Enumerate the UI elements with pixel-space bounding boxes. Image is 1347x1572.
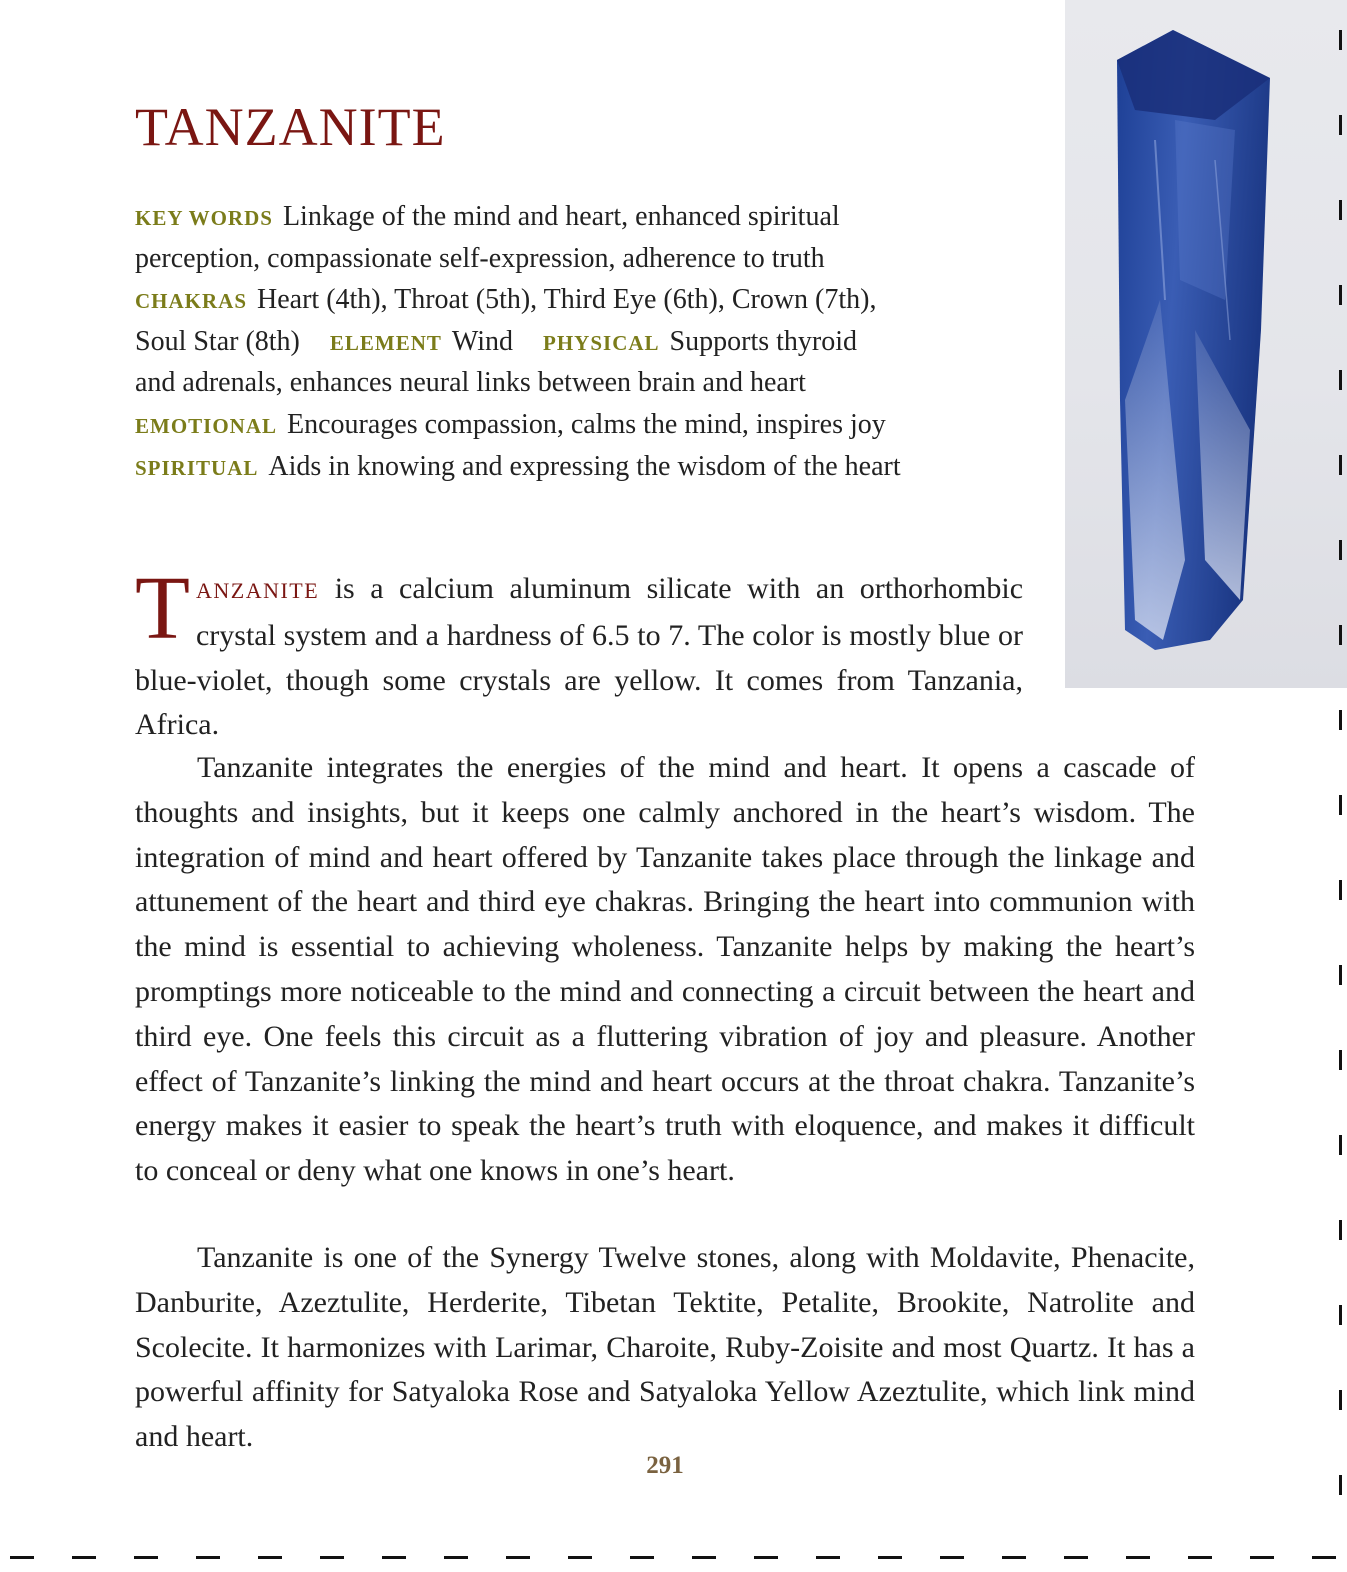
intro-paragraph [135, 559, 1024, 748]
chakras-value: Heart (4th), Throat (5th), Third Eye (6th), Crown (7th), [257, 284, 877, 316]
physical-label: PHYSICAL [543, 330, 660, 355]
drop-cap: T [135, 559, 190, 658]
stone-title: TANZANITE [135, 97, 446, 157]
intro-paragraph-text: is a calcium aluminum silicate with an orthorhombic crystal system and a hardness of 6.5 to 7. The color is mostly blue or blue-violet, though some crystals are yellow. It comes from Tanzania, Africa. [135, 572, 1024, 742]
chakras-value-continued: Soul Star (8th) [135, 325, 300, 357]
physical-value: Supports thyroid [669, 325, 858, 357]
physical-continued [135, 362, 806, 404]
key-words-value-continued: perception, compassionate self-expression, adherence to truth [135, 242, 825, 274]
emotional-row [135, 404, 886, 447]
chakras-element-physical-row [135, 321, 857, 364]
chakras-label: CHAKRAS [135, 289, 248, 314]
tanzanite-crystal-photo [1065, 0, 1347, 688]
emotional-label: EMOTIONAL [135, 414, 278, 438]
key-words-row [135, 196, 840, 239]
spiritual-label: SPIRITUAL [135, 455, 259, 480]
spiritual-row [135, 446, 901, 489]
element-value: Wind [451, 325, 514, 357]
physical-value-continued: and adrenals, enhances neural links between brain and heart [135, 367, 806, 399]
key-words-label: KEY WORDS [135, 206, 273, 230]
chakras-row [135, 279, 877, 322]
emotional-value: Encourages compassion, calms the mind, inspires joy [287, 409, 886, 440]
key-words-continued [135, 238, 825, 280]
body-paragraph-3: Tanzanite is one of the Synergy Twelve stones, along with Moldavite, Phenacite, Danburite, Azeztulite, Herderite, Tibetan Tektite, Petalite, Brookite, Natrolite and Scolecite. It harmonizes with Larimar, Charoite, Ruby-Zoisite and most Quartz. It has a powerful affinity for Satyaloka Rose and Satyaloka Yellow Azeztulite, which link mind and heart. [135, 1241, 1195, 1454]
right-crop-marks [1335, 0, 1347, 1572]
spiritual-value: Aids in knowing and expressing the wisdom of the heart [268, 450, 901, 482]
bottom-crop-marks [0, 1553, 1347, 1563]
body-paragraph-2: Tanzanite integrates the energies of the mind and heart. It opens a cascade of thoughts and insights, but it keeps one calmly anchored in the heart’s wisdom. The integration of mind and heart offered by Tanzanite takes place through the linkage and attunement of the heart and third eye chakras. Bringing the heart into communion with the mind is essential to achieving wholeness. Tanzanite helps by making the heart’s promptings more noticeable to the mind and connecting a circuit between the heart and third eye. One feels this circuit as a fluttering vibration of joy and pleasure. Another effect of Tanzanite’s linking the mind and heart occurs at the throat chakra. Tanzanite’s energy makes it easier to speak the heart’s truth with eloquence, and makes it difficult to conceal or deny what one knows in one’s heart. [135, 751, 1195, 1188]
page-number: 291 [646, 1452, 684, 1479]
key-words-value: Linkage of the mind and heart, enhanced spiritual [282, 201, 840, 232]
element-label: ELEMENT [329, 330, 442, 355]
lead-word: ANZANITE [195, 578, 320, 603]
